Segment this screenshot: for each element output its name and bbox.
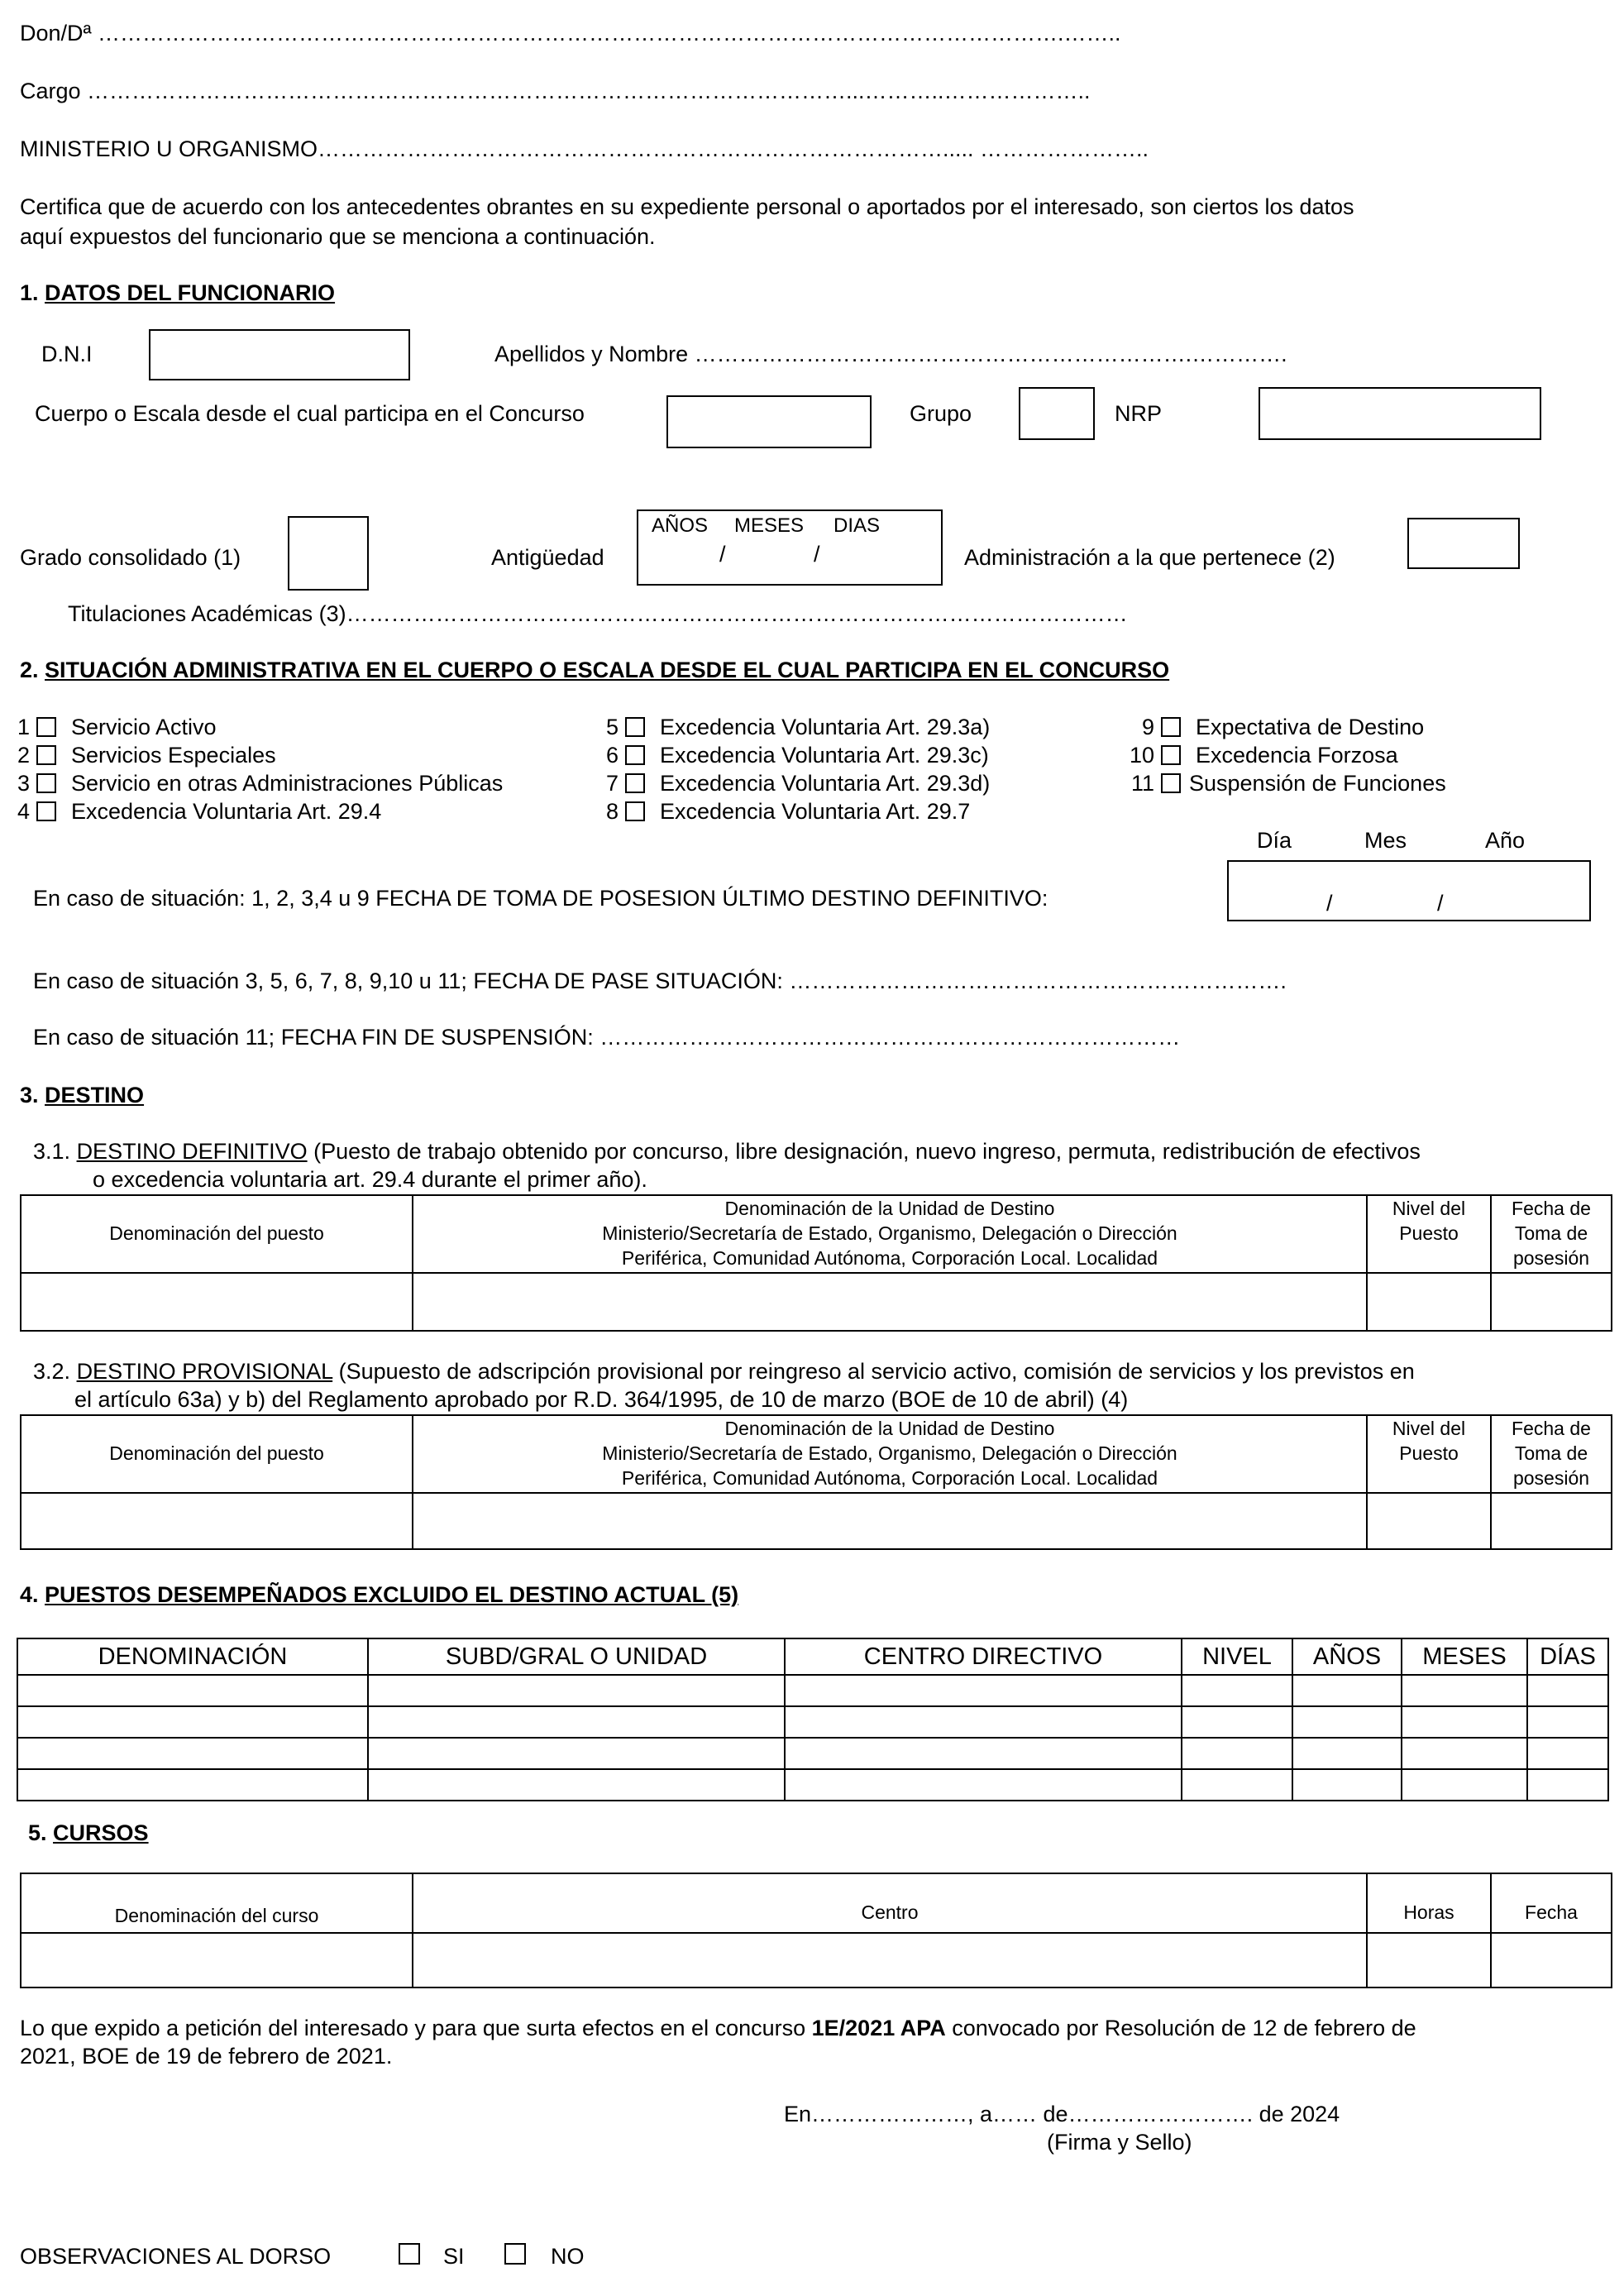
section4-heading [20, 1581, 738, 1608]
situation-option[interactable]: 10 Excedencia Forzosa [1129, 743, 1398, 768]
col-denominacion-curso: Denominación del curso [21, 1873, 413, 1933]
table-cell[interactable] [1491, 1273, 1612, 1331]
section2-title: SITUACIÓN ADMINISTRATIVA EN EL CUERPO O ESCALA DESDE EL CUAL PARTICIPA EN EL CONCURSO [45, 658, 1170, 682]
situation-option[interactable]: 8 Excedencia Voluntaria Art. 29.7 [605, 799, 971, 824]
situation-option[interactable]: 2 Servicios Especiales [17, 743, 276, 768]
checkbox-icon[interactable] [625, 773, 645, 793]
nrp-label: NRP [1115, 401, 1163, 426]
cuerpo-input-box[interactable] [666, 395, 872, 448]
checkbox-icon[interactable] [1161, 717, 1181, 737]
date-separator: / [1437, 891, 1444, 916]
toma-posesion-date-box[interactable] [1227, 860, 1591, 921]
table-cell[interactable] [21, 1493, 413, 1549]
section4-title: PUESTOS DESEMPEÑADOS EXCLUIDO EL DESTINO ACTUAL (5) [45, 1582, 739, 1607]
grupo-label: Grupo [910, 401, 972, 426]
certifica-text-line1: Certifica que de acuerdo con los antecedentes obrantes en su expediente personal o aportados por el interesado, son ciertos los datos [20, 194, 1354, 219]
pase-situacion-field-line: En caso de situación 3, 5, 6, 7, 8, 9,10 u 11; FECHA DE PASE SITUACIÓN: …………………………………………………………. [33, 969, 1287, 993]
no-label: NO [551, 2244, 585, 2269]
date-separator: / [814, 542, 820, 567]
ministerio-field-line: MINISTERIO U ORGANISMO…………………………………………………………………………..... ………………….. [20, 136, 1149, 161]
mes-label: Mes [1364, 828, 1407, 853]
col-centro: Centro [413, 1873, 1367, 1933]
checkbox-icon[interactable] [1161, 773, 1181, 793]
table-cell[interactable] [21, 1933, 413, 1987]
col-centro-directivo: CENTRO DIRECTIVO [785, 1638, 1182, 1675]
col-meses: MESES [1402, 1638, 1527, 1675]
situation-option[interactable]: 11 Suspensión de Funciones [1130, 771, 1446, 796]
grado-label: Grado consolidado (1) [20, 545, 241, 570]
destino-provisional-desc-line2: el artículo 63a) y b) del Reglamento aprobado por R.D. 364/1995, de 10 de marzo (BOE de 10 de abril) (4) [74, 1387, 1129, 1412]
table-cell[interactable] [1367, 1273, 1491, 1331]
table-cell[interactable] [413, 1493, 1367, 1549]
col-dias: DÍAS [1527, 1638, 1608, 1675]
section5-number: 5. [28, 1820, 47, 1845]
administracion-input-box[interactable] [1407, 518, 1520, 569]
table-row [17, 1738, 1608, 1769]
cuerpo-label: Cuerpo o Escala desde el cual participa en el Concurso [35, 401, 585, 426]
destino-definitivo-desc-line2: o excedencia voluntaria art. 29.4 durante el primer año). [93, 1167, 647, 1192]
table-row [17, 1769, 1608, 1801]
nrp-input-box[interactable] [1259, 387, 1541, 440]
col-subd-gral: SUBD/GRAL O UNIDAD [368, 1638, 785, 1675]
grupo-input-box[interactable] [1019, 387, 1095, 440]
destino-definitivo-desc-line1: 3.1. DESTINO DEFINITIVO (Puesto de trabajo obtenido por concurso, libre designación, nuevo ingreso, permuta, redistribución de efectivos [33, 1139, 1421, 1164]
table-row [17, 1706, 1608, 1738]
observaciones-no-checkbox[interactable] [504, 2243, 526, 2265]
table-cell[interactable] [21, 1273, 413, 1331]
puestos-desempenados-table [17, 1638, 1609, 1801]
col-unidad-destino: Denominación de la Unidad de Destino Ministerio/Secretaría de Estado, Organismo, Delegación o Dirección Periférica, Comunidad Autónoma, Corporación Local. Localidad [413, 1195, 1367, 1273]
observaciones-label: OBSERVACIONES AL DORSO [20, 2244, 332, 2269]
administracion-label: Administración a la que pertenece (2) [964, 545, 1335, 570]
checkbox-icon[interactable] [625, 745, 645, 765]
cursos-table [20, 1873, 1612, 1988]
destino-provisional-desc-line1: 3.2. DESTINO PROVISIONAL (Supuesto de adscripción provisional por reingreso al servicio activo, comisión de servicios y los previstos en [33, 1359, 1415, 1384]
dni-label: D.N.I [41, 342, 93, 366]
dni-input-box[interactable] [149, 329, 410, 380]
section1-title: DATOS DEL FUNCIONARIO [45, 280, 336, 305]
table-cell[interactable] [1367, 1493, 1491, 1549]
titulaciones-field-line: Titulaciones Académicas (3)…………………………………………………………………………………………… [68, 601, 1128, 626]
toma-posesion-label: En caso de situación: 1, 2, 3,4 u 9 FECHA DE TOMA DE POSESION ÚLTIMO DESTINO DEFINITIVO: [33, 886, 1048, 911]
checkbox-icon[interactable] [625, 801, 645, 821]
col-anos: AÑOS [1292, 1638, 1402, 1675]
destino-definitivo-title: DESTINO DEFINITIVO [76, 1139, 308, 1164]
lugar-fecha-line: En…………………, a…… de……………………. de 2024 [784, 2102, 1340, 2126]
concurso-code: 1E/2021 APA [811, 2016, 946, 2040]
certifica-text-line2: aquí expuestos del funcionario que se menciona a continuación. [20, 224, 656, 249]
meses-label: MESES [734, 514, 805, 537]
situation-option[interactable]: 7 Excedencia Voluntaria Art. 29.3d) [605, 771, 991, 796]
situation-option[interactable]: 9 Expectativa de Destino [1141, 715, 1425, 739]
anos-label: AÑOS [652, 514, 709, 537]
col-fecha-toma: Fecha de Toma de posesión [1491, 1415, 1612, 1493]
table-cell[interactable] [1367, 1933, 1491, 1987]
section3-heading [20, 1082, 144, 1108]
destino-provisional-title: DESTINO PROVISIONAL [76, 1359, 333, 1384]
section1-number: 1. [20, 280, 39, 305]
col-fecha: Fecha [1491, 1873, 1612, 1933]
grado-input-box[interactable] [288, 516, 369, 591]
situation-option[interactable]: 1 Servicio Activo [17, 715, 217, 739]
checkbox-icon[interactable] [36, 717, 56, 737]
destino-provisional-table [20, 1414, 1612, 1550]
dia-label: Día [1257, 828, 1292, 853]
date-separator: / [719, 542, 726, 567]
col-unidad-destino: Denominación de la Unidad de Destino Ministerio/Secretaría de Estado, Organismo, Delegación o Dirección Periférica, Comunidad Autónoma, Corporación Local. Localidad [413, 1415, 1367, 1493]
antiguedad-input-box[interactable] [637, 509, 943, 586]
col-nivel-puesto: Nivel del Puesto [1367, 1415, 1491, 1493]
si-label: SI [443, 2244, 465, 2269]
checkbox-icon[interactable] [1161, 745, 1181, 765]
dias-label: DIAS [833, 514, 881, 537]
section2-number: 2. [20, 658, 39, 682]
checkbox-icon[interactable] [36, 773, 56, 793]
situation-option[interactable]: 4 Excedencia Voluntaria Art. 29.4 [17, 799, 382, 824]
situation-option[interactable]: 3 Servicio en otras Administraciones Públicas [17, 771, 504, 796]
col-nivel-puesto: Nivel del Puesto [1367, 1195, 1491, 1273]
section2-heading [20, 657, 1169, 683]
section5-heading [28, 1820, 149, 1846]
date-separator: / [1326, 891, 1333, 916]
table-cell[interactable] [413, 1273, 1367, 1331]
section3-number: 3. [20, 1083, 39, 1107]
destino-definitivo-table [20, 1194, 1612, 1332]
fin-suspension-field-line: En caso de situación 11; FECHA FIN DE SUSPENSIÓN: …………………………………………………………………… [33, 1025, 1181, 1050]
observaciones-si-checkbox[interactable] [399, 2243, 420, 2265]
section4-number: 4. [20, 1582, 39, 1607]
checkbox-icon[interactable] [36, 801, 56, 821]
antiguedad-label: Antigüedad [491, 545, 604, 570]
expido-text-line2: 2021, BOE de 19 de febrero de 2021. [20, 2044, 393, 2069]
don-field-line: Don/Dª ………………………………………………………………………………………………………………….…….. [20, 21, 1121, 45]
situation-option[interactable]: 6 Excedencia Voluntaria Art. 29.3c) [605, 743, 989, 768]
col-horas: Horas [1367, 1873, 1491, 1933]
table-cell[interactable] [1491, 1493, 1612, 1549]
section1-heading [20, 280, 335, 306]
col-nivel: NIVEL [1182, 1638, 1292, 1675]
col-fecha-toma: Fecha de Toma de posesión [1491, 1195, 1612, 1273]
checkbox-icon[interactable] [36, 745, 56, 765]
situation-option[interactable]: 5 Excedencia Voluntaria Art. 29.3a) [605, 715, 991, 739]
col-denominacion-puesto: Denominación del puesto [21, 1415, 413, 1493]
section5-title: CURSOS [53, 1820, 149, 1845]
expido-text-line1: Lo que expido a petición del interesado y para que surta efectos en el concurso 1E/2021 APA convocado por Resolución de 12 de febrero de [20, 2016, 1416, 2040]
firma-sello-label: (Firma y Sello) [1047, 2130, 1192, 2155]
ano-label: Año [1485, 828, 1526, 853]
cargo-field-line: Cargo …………………………………………………………………………………………...………..……………….. [20, 79, 1091, 103]
col-denominacion-puesto: Denominación del puesto [21, 1195, 413, 1273]
checkbox-icon[interactable] [625, 717, 645, 737]
table-row [17, 1675, 1608, 1706]
table-cell[interactable] [1491, 1933, 1612, 1987]
table-cell[interactable] [413, 1933, 1367, 1987]
col-denominacion: DENOMINACIÓN [17, 1638, 368, 1675]
section3-title: DESTINO [45, 1083, 145, 1107]
apellidos-field-line: Apellidos y Nombre ………………………………………………………….…………. [494, 342, 1287, 366]
